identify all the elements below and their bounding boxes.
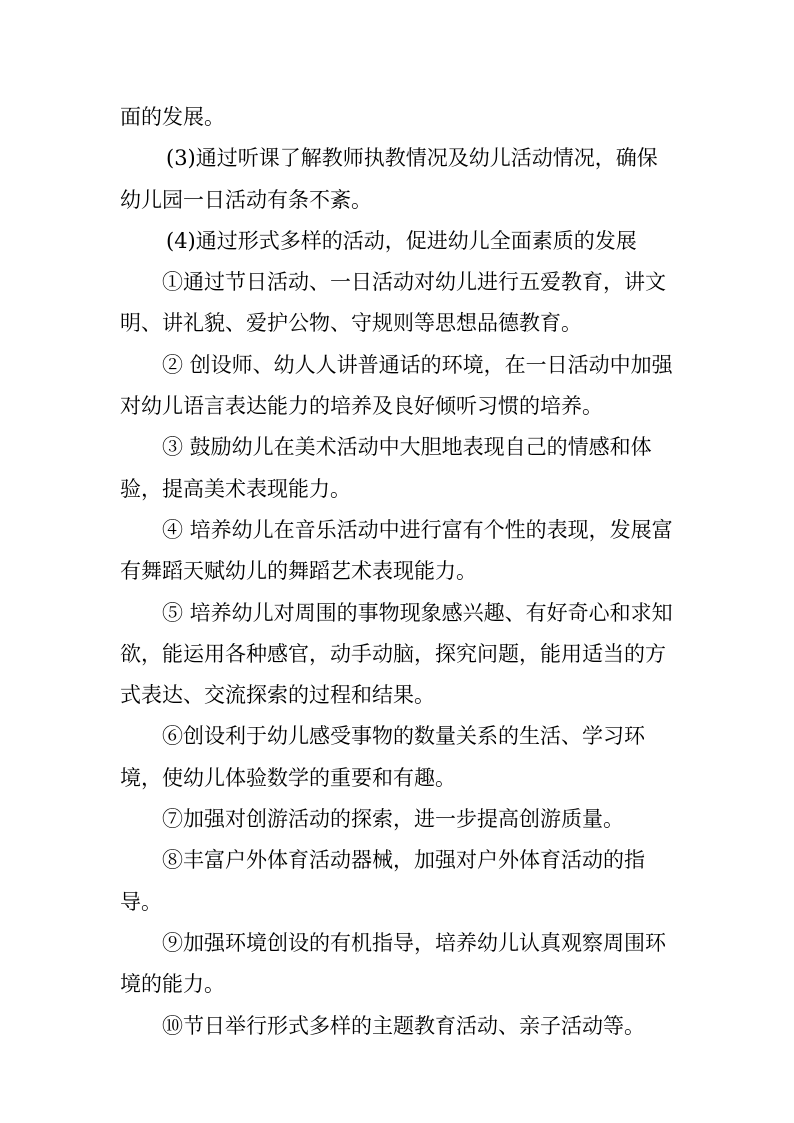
paragraph-sub-item-8: ⑧丰富户外体育活动器械，加强对户外体育活动的指导。 xyxy=(120,848,645,914)
paragraph-sub-item-6: ⑥创设利于幼儿感受事物的数量关系的生活、学习环境，使幼儿体验数学的重要和有趣。 xyxy=(120,724,645,790)
paragraph-sub-item-10: ⑩节日举行形式多样的主题教育活动、亲子活动等。 xyxy=(162,1013,645,1038)
paragraph-sub-item-4: ④ 培养幼儿在音乐活动中进行富有个性的表现，发展富有舞蹈天赋幼儿的舞蹈艺术表现能力。 xyxy=(120,517,673,584)
paragraph-continuation: 面的发展。 xyxy=(120,105,225,129)
paragraph-sub-item-7: ⑦加强对创游活动的探索，进一步提高创游质量。 xyxy=(162,807,624,832)
paragraph-item-4: (4)通过形式多样的活动，促进幼儿全面素质的发展 xyxy=(166,228,637,253)
paragraph-sub-item-3: ③ 鼓励幼儿在美术活动中大胆地表现自己的情感和体验，提高美术表现能力。 xyxy=(120,435,652,501)
document-body xyxy=(120,97,676,1047)
paragraph-sub-item-1: ①通过节日活动、一日活动对幼儿进行五爱教育，讲文明、讲礼貌、爱护公物、守规则等思想品德教育。 xyxy=(120,270,666,336)
paragraph-sub-item-2: ② 创设师、幼人人讲普通话的环境，在一日活动中加强对幼儿语言表达能力的培养及良好倾听习惯的培养。 xyxy=(120,352,673,419)
paragraph-sub-item-5: ⑤ 培养幼儿对周围的事物现象感兴趣、有好奇心和求知欲，能运用各种感官，动手动脑，探究问题，能用适当的方式表达、交流探索的过程和结果。 xyxy=(120,600,673,708)
paragraph-sub-item-9: ⑨加强环境创设的有机指导，培养幼儿认真观察周围环境的能力。 xyxy=(120,930,666,997)
paragraph-item-3: (3)通过听课了解教师执教情况及幼儿活动情况，确保幼儿园一日活动有条不紊。 xyxy=(120,146,658,212)
